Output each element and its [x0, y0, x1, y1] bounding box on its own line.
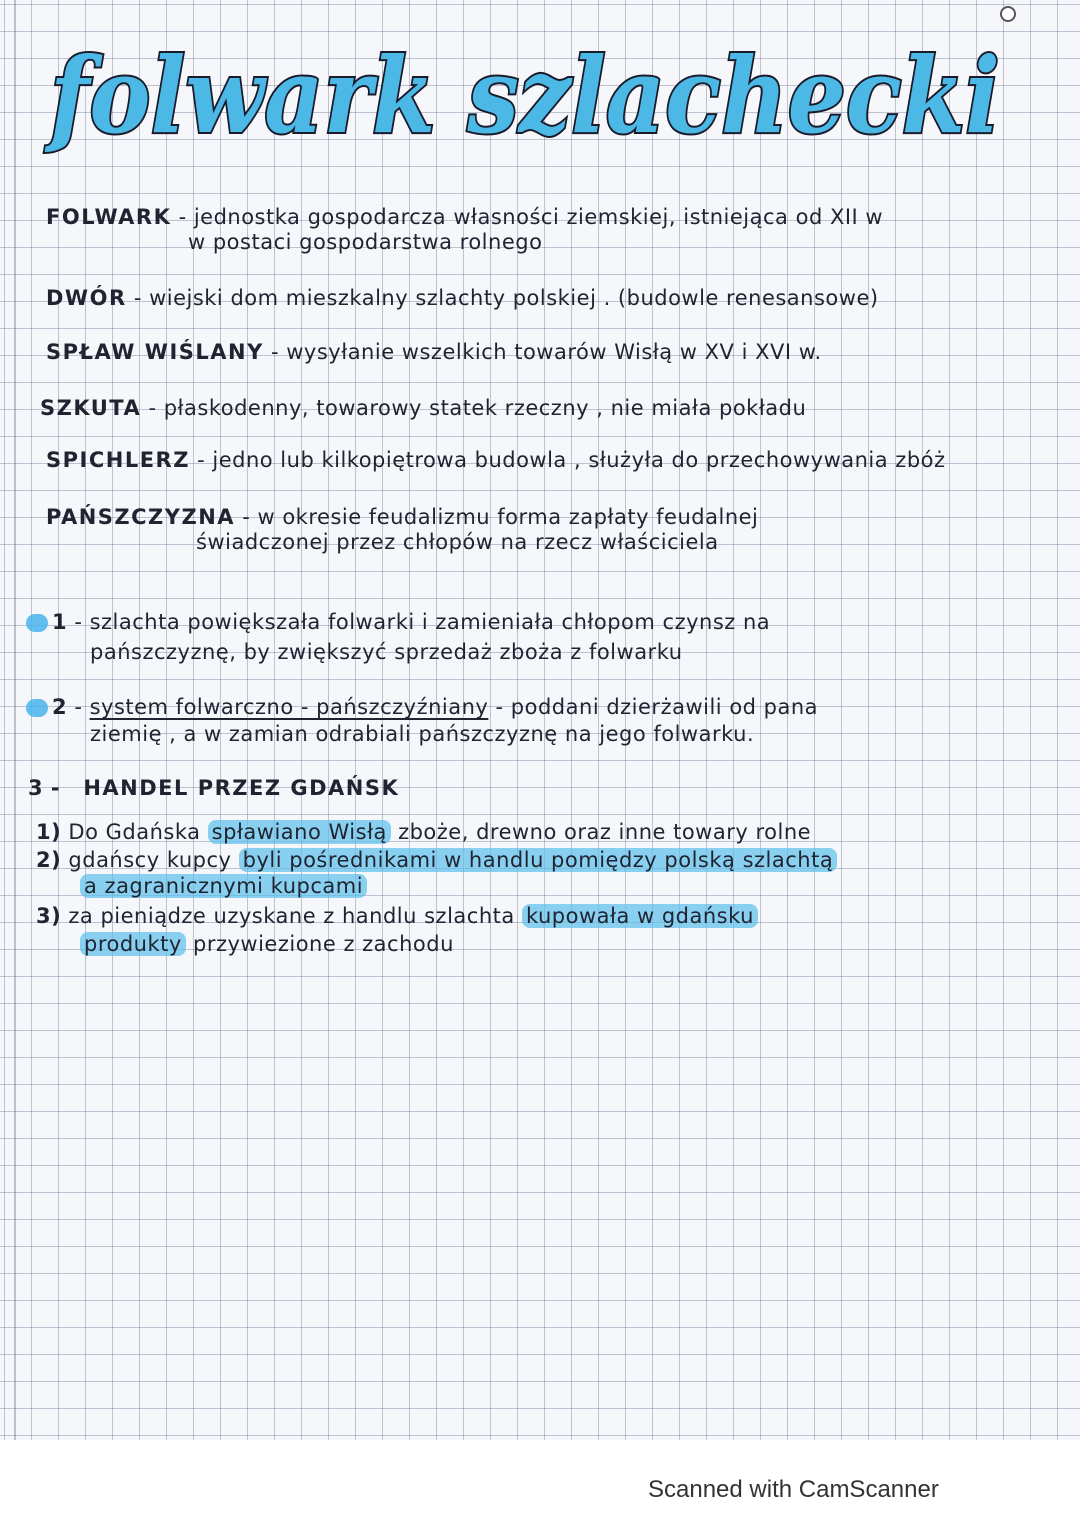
def-term: DWÓR — [46, 286, 127, 310]
trade-text: zboże, drewno oraz inne towary rolne — [390, 820, 812, 844]
def-folwark-line2: w postaci gospodarstwa rolnego — [188, 230, 543, 254]
trade-2 — [36, 848, 837, 872]
trade-number: 2) — [36, 848, 62, 872]
point-text: - poddani dzierżawili od pana — [488, 695, 819, 719]
trade-number: 3) — [36, 904, 62, 928]
trade-highlight: a zagranicznymi kupcami — [80, 874, 367, 898]
def-term: SPŁAW WIŚLANY — [46, 340, 264, 364]
point-text: - szlachta powiększała folwarki i zamieniała chłopom czynsz na — [74, 610, 771, 634]
def-term: PAŃSZCZYZNA — [46, 505, 236, 529]
def-text: - wiejski dom mieszkalny szlachty polskiej . (budowle renesansowe) — [133, 286, 879, 310]
point-2-line2: ziemię , a w zamian odrabiali pańszczyznę na jego folwarku. — [90, 722, 755, 746]
trade-text: za pieniądze uzyskane z handlu szlachta — [68, 904, 515, 928]
trade-text: gdańscy kupcy — [68, 848, 232, 872]
title-text: folwark szlachecki — [43, 34, 1000, 157]
def-panszczyzna-line2: świadczonej przez chłopów na rzecz właściciela — [196, 530, 719, 554]
point-1-line2: pańszczyznę, by zwiększyć sprzedaż zboża z folwarku — [90, 640, 683, 664]
point-number: 1 — [52, 610, 68, 634]
scanner-watermark: Scanned with CamScanner — [648, 1476, 939, 1503]
point-2: 2 - system folwarczno - pańszczyźniany - poddani dzierżawili od pana — [26, 695, 818, 719]
margin-line — [14, 0, 16, 1440]
def-splaw — [46, 340, 822, 364]
trade-2-line2 — [80, 874, 367, 898]
def-folwark — [46, 205, 883, 229]
point-heading: HANDEL PRZEZ GDAŃSK — [83, 776, 400, 800]
def-text: - płaskodenny, towarowy statek rzeczny , nie miała pokładu — [148, 396, 807, 420]
def-term: SPICHLERZ — [46, 448, 190, 472]
trade-highlight: spławiano Wisłą — [208, 820, 391, 844]
page-title — [40, 14, 1020, 174]
def-text: - jedno lub kilkopiętrowa budowla , służyła do przechowywania zbóż — [197, 448, 946, 472]
trade-number: 1) — [36, 820, 62, 844]
trade-highlight: produkty — [80, 932, 186, 956]
trade-1 — [36, 820, 811, 844]
def-text: - jednostka gospodarcza własności ziemskiej, istniejąca od XII w — [178, 205, 884, 229]
trade-3-line2 — [80, 932, 454, 956]
highlight-marker — [26, 699, 48, 717]
def-panszczyzna — [46, 505, 758, 529]
def-szkuta — [40, 396, 806, 420]
point-number: 2 — [52, 695, 68, 719]
point-3 — [28, 776, 399, 800]
def-spichlerz — [46, 448, 946, 472]
point-underlined: system folwarczno - pańszczyźniany — [89, 695, 489, 719]
def-text: - w okresie feudalizmu forma zapłaty feudalnej — [242, 505, 759, 529]
def-term: SZKUTA — [40, 396, 142, 420]
def-text: - wysyłanie wszelkich towarów Wisłą w XV i XVI w. — [271, 340, 822, 364]
highlight-marker — [26, 614, 48, 632]
trade-highlight: byli pośrednikami w handlu pomiędzy polską szlachtą — [239, 848, 838, 872]
point-1 — [26, 610, 770, 634]
def-dwor — [46, 286, 879, 310]
trade-text: przywiezione z zachodu — [185, 932, 454, 956]
trade-highlight: kupowała w gdańsku — [522, 904, 758, 928]
trade-3 — [36, 904, 758, 928]
point-number: 3 - — [28, 776, 61, 800]
def-term: FOLWARK — [46, 205, 172, 229]
trade-text: Do Gdańska — [68, 820, 201, 844]
